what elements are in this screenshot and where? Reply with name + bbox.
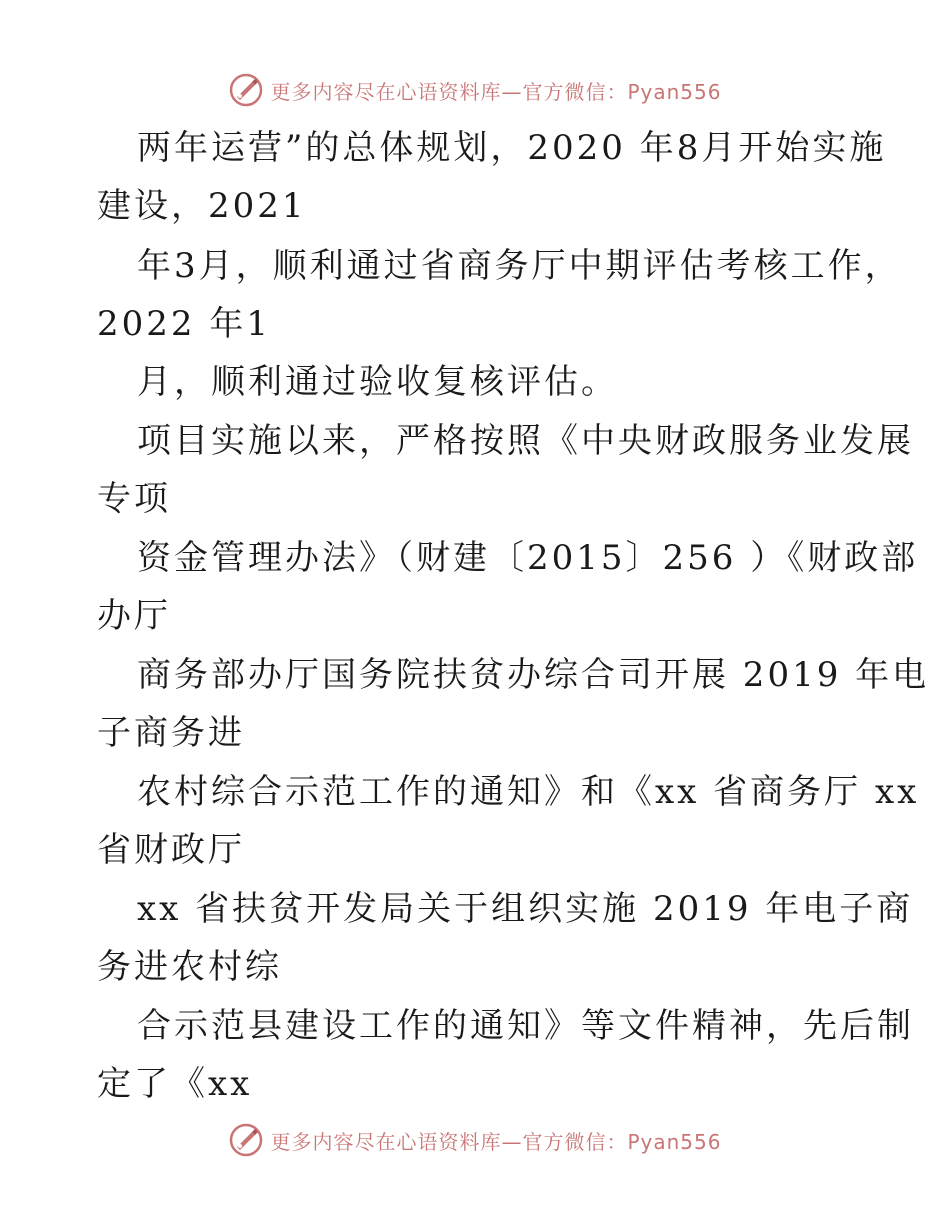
text-line: 年3月，顺利通过省商务厅中期评估考核工作， bbox=[137, 246, 902, 286]
text-line: 省财政厅 bbox=[97, 830, 245, 870]
footer-watermark bbox=[0, 1120, 950, 1160]
watermark-text: 更多内容尽在心语资料库—官方微信：Pyan556 bbox=[270, 79, 722, 104]
text-line: 2022 年1 bbox=[97, 304, 271, 344]
text-line: 办厅 bbox=[97, 596, 171, 636]
text-line: xx 省扶贫开发局关于组织实施 2019 年电子商 bbox=[137, 889, 914, 929]
text-line: 专项 bbox=[97, 479, 171, 519]
text-line: 建设，2021 bbox=[97, 186, 307, 226]
text-line: 子商务进 bbox=[97, 713, 245, 753]
text-line: 项目实施以来，严格按照《中央财政服务业发展 bbox=[137, 421, 914, 461]
text-line: 合示范县建设工作的通知》等文件精神，先后制 bbox=[137, 1006, 914, 1046]
text-line: 务进农村综 bbox=[97, 947, 282, 987]
pen-seal-icon bbox=[228, 1122, 264, 1158]
watermark-text: 更多内容尽在心语资料库—官方微信：Pyan556 bbox=[270, 1129, 722, 1154]
text-line: 农村综合示范工作的通知》和《xx 省商务厅 xx bbox=[137, 772, 920, 812]
text-line: 商务部办厅国务院扶贫办综合司开展 2019 年电 bbox=[137, 655, 930, 695]
text-line: 定了《xx bbox=[97, 1064, 253, 1104]
text-line: 资金管理办法》（财建〔2015〕256 ）《财政部 bbox=[137, 538, 919, 578]
text-line: 两年运营”的总体规划，2020 年8月开始实施 bbox=[137, 128, 887, 168]
text-line: 月，顺利通过验收复核评估。 bbox=[137, 362, 618, 402]
